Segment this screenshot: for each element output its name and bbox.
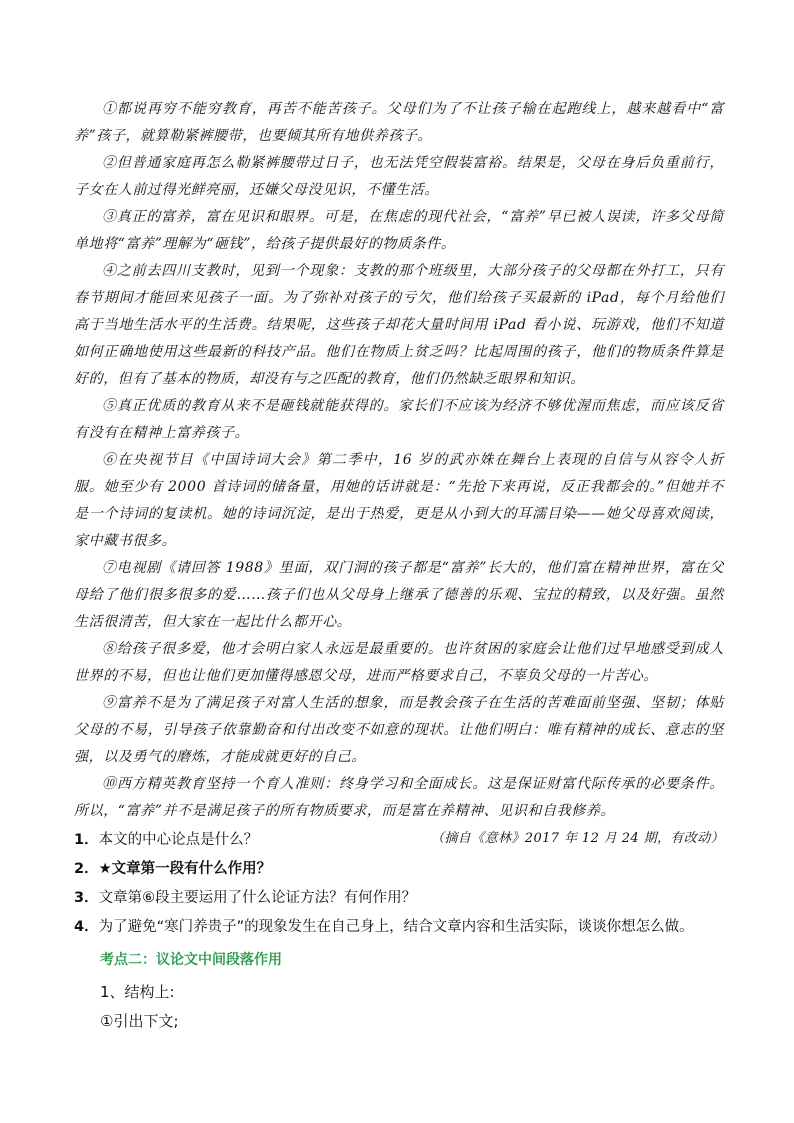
- article-source: （摘自《意林》2017 年 12 月 24 期，有改动）: [430, 831, 724, 846]
- question-number: 2．: [74, 861, 99, 877]
- article-paragraph-9: ⑨富养不是为了满足孩子对富人生活的想象，而是教会孩子在生活的苦难面前坚强、坚韧；体贴父母的不易，引导孩子依靠勤奋和付出改变不如意的现状。让他们明白：唯有精神的成长、意志的坚强，以及勇气的磨炼，才能成就更好的自己。: [74, 695, 724, 765]
- article-paragraph-1: ①都说再穷不能穷教育，再苦不能苦孩子。父母们为了不让孩子输在起跑线上，越来越看中“富养”孩子，就算勒紧裤腰带，也要倾其所有地供养孩子。: [74, 101, 724, 144]
- article-paragraph-8: ⑧给孩子很多爱，他才会明白家人永远是最重要的。也许贫困的家庭会让他们过早地感受到成人世界的不易，但也让他们更加懂得感恩父母，进而严格要求自己，不辜负父母的一片苦心。: [74, 641, 724, 684]
- question-text: 文章第⑥段主要运用了什么论证方法？有何作用？: [98, 890, 417, 906]
- question-text: 为了避免“寒门养贵子”的现象发生在自己身上，结合文章内容和生活实际，谈谈你想怎么做。: [98, 919, 694, 935]
- article-body: [74, 96, 724, 852]
- question-number: 1．: [74, 832, 99, 848]
- section-kaodian-2: [100, 946, 720, 1036]
- section-sub-heading: 1、结构上:: [100, 983, 175, 1001]
- question-3: [74, 884, 724, 913]
- article-paragraph-7: ⑦电视剧《请回答 1988》里面，双门洞的孩子都是“富养”长大的，他们富在精神世界，富在父母给了他们很多很多的爱……孩子们也从父母身上继承了德善的乐观、宝拉的精致，以及好强。虽然生活很清苦，但大家在一起比什么都开心。: [74, 560, 724, 630]
- question-2: [74, 855, 724, 884]
- section-title: 考点二：议论文中间段落作用: [100, 952, 282, 968]
- question-1: [74, 826, 724, 855]
- question-text: 本文的中心论点是什么？: [98, 832, 259, 848]
- article-paragraph-6: ⑥在央视节目《中国诗词大会》第二季中，16 岁的武亦姝在舞台上表现的自信与从容令人折服。她至少有 2000 首诗词的储备量，用她的话讲就是：“先抢下来再说，反正我都会的。”但她并不是一个诗词的复读机。她的诗词沉淀，是出于热爱，更是从小到大的耳濡目染——她父母喜欢阅读，家中藏书很多。: [74, 452, 724, 549]
- article-paragraph-5: ⑤真正优质的教育从来不是砸钱就能获得的。家长们不应该为经济不够优渥而焦虑，而应该反省有没有在精神上富养孩子。: [74, 398, 724, 441]
- question-list: [74, 826, 724, 942]
- article-paragraph-2: ②但普通家庭再怎么勒紧裤腰带过日子，也无法凭空假装富裕。结果是，父母在身后负重前行，子女在人前过得光鲜亮丽，还嫌父母没见识，不懂生活。: [74, 155, 724, 198]
- question-number: 3．: [74, 890, 99, 906]
- article-paragraph-4: ④之前去四川支教时，见到一个现象：支教的那个班级里，大部分孩子的父母都在外打工，只有春节期间才能回来见孩子一面。为了弥补对孩子的亏欠，他们给孩子买最新的 iPad，每个月给他们高于当地生活水平的生活费。结果呢，这些孩子却花大量时间用 iPad 看小说、玩游戏，他们不知道如何正确地使用这些最新的科技产品。他们在物质上贫乏吗？比起周围的孩子，他们的物质条件算是好的，但有了基本的物质，却没有与之匹配的教育，他们仍然缺乏眼界和知识。: [74, 263, 724, 387]
- question-text: 文章第一段有什么作用？: [111, 861, 272, 877]
- question-4: [74, 913, 724, 942]
- article-paragraph-10: ⑩西方精英教育坚持一个育人准则：终身学习和全面成长。这是保证财富代际传承的必要条件。所以，“富养”并不是满足孩子的所有物质要求，而是富在养精神、见识和自我修养。: [74, 776, 724, 819]
- article-paragraph-3: ③真正的富养，富在见识和眼界。可是，在焦虑的现代社会，“富养”早已被人误读，许多父母简单地将“富养”理解为“砸钱”，给孩子提供最好的物质条件。: [74, 209, 724, 252]
- question-number: 4．: [74, 919, 99, 935]
- section-item-1: ①引出下文;: [100, 1012, 179, 1030]
- star-icon: ★: [98, 861, 112, 877]
